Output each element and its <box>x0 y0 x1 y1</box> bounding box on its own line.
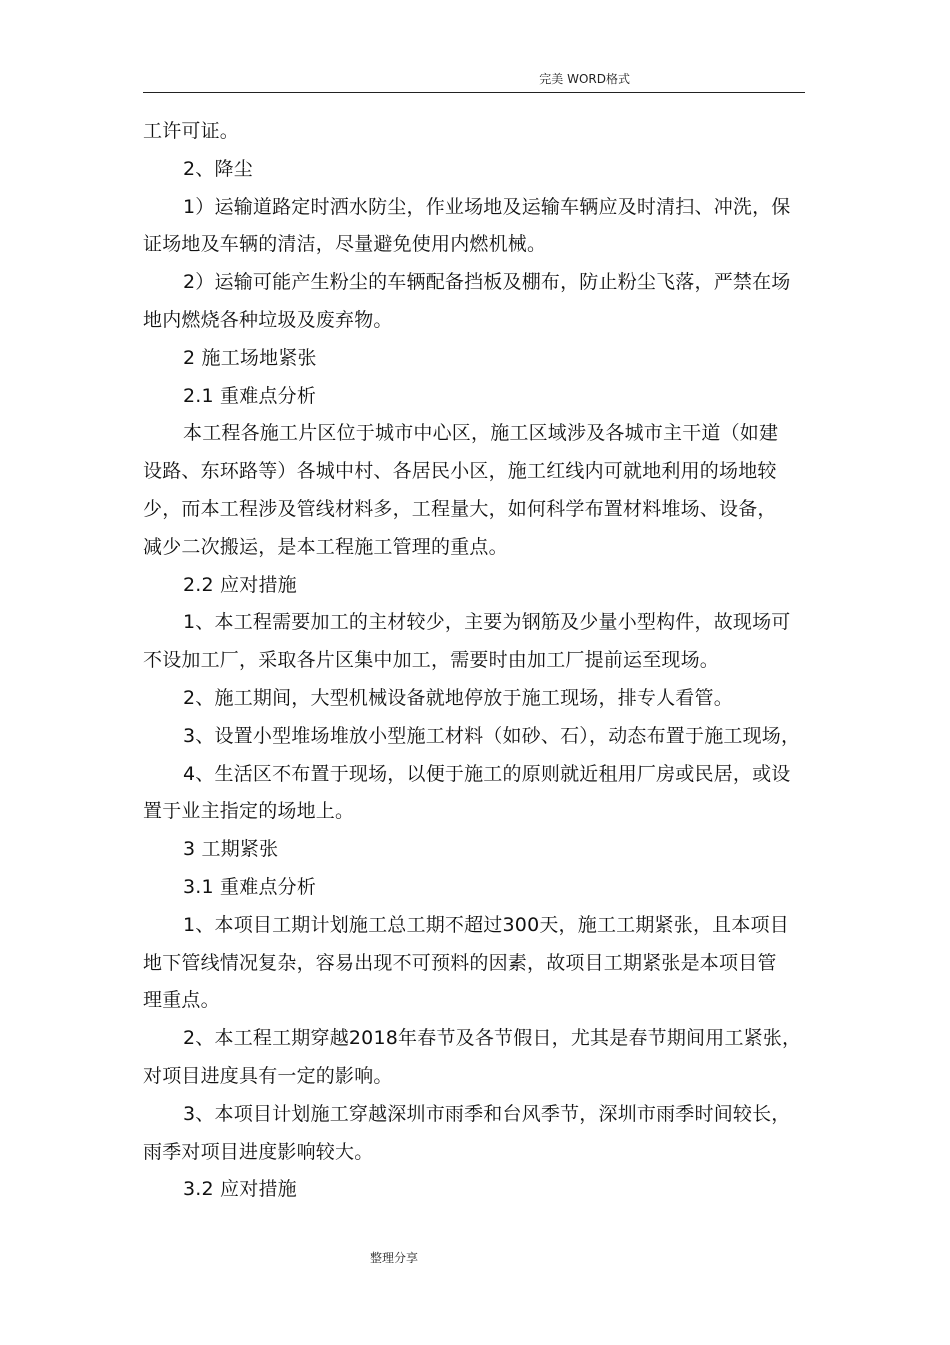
text-line: 3、本项目计划施工穿越深圳市雨季和台风季节，深圳市雨季时间较长， <box>183 1102 791 1125</box>
text-line: 1、本项目工期计划施工总工期不超过300天，施工工期紧张，且本项目 <box>183 913 789 936</box>
text-line: 2、降尘 <box>183 157 253 180</box>
text-line: 1）运输道路定时洒水防尘，作业场地及运输车辆应及时清扫、冲洗，保 <box>183 195 791 218</box>
text-line: 3、设置小型堆场堆放小型施工材料（如砂、石），动态布置于施工现场， <box>183 724 801 747</box>
text-line: 2 施工场地紧张 <box>183 346 317 369</box>
text-line: 证场地及车辆的清洁，尽量避免使用内燃机械。 <box>143 233 547 256</box>
text-line: 地下管线情况复杂，容易出现不可预料的因素，故项目工期紧张是本项目管 <box>143 951 777 974</box>
document-body <box>143 113 835 1209</box>
text-line: 2.1 重难点分析 <box>183 384 317 407</box>
text-line: 2、施工期间，大型机械设备就地停放于施工现场，排专人看管。 <box>183 686 733 709</box>
text-line: 本工程各施工片区位于城市中心区，施工区域涉及各城市主干道（如建 <box>183 422 779 445</box>
page-header <box>143 62 805 93</box>
text-line: 减少二次搬运，是本工程施工管理的重点。 <box>143 535 508 558</box>
header-text: 完美 WORD格式 <box>539 72 630 86</box>
text-line: 工许可证。 <box>143 120 240 142</box>
text-line: 对项目进度具有一定的影响。 <box>143 1064 393 1087</box>
text-line: 不设加工厂，采取各片区集中加工，需要时由加工厂提前运至现场。 <box>143 649 720 672</box>
text-line: 2、本工程工期穿越2018年春节及各节假日，尤其是春节期间用工紧张， <box>183 1027 802 1050</box>
page-footer: 整理分享 <box>369 1251 418 1265</box>
text-line: 2.2 应对措施 <box>183 573 297 596</box>
text-line: 少，而本工程涉及管线材料多，工程量大，如何科学布置材料堆场、设备， <box>143 497 777 520</box>
text-line: 理重点。 <box>143 989 220 1012</box>
text-line: 2）运输可能产生粉尘的车辆配备挡板及棚布，防止粉尘飞落，严禁在场 <box>183 271 791 294</box>
text-line: 地内燃烧各种垃圾及废弃物。 <box>143 308 393 331</box>
text-line: 设路、东环路等）各城中村、各居民小区，施工红线内可就地利用的场地较 <box>143 460 777 483</box>
text-line: 3.2 应对措施 <box>183 1178 297 1201</box>
text-line: 雨季对项目进度影响较大。 <box>143 1140 374 1163</box>
text-line: 1、本工程需要加工的主材较少，主要为钢筋及少量小型构件，故现场可 <box>183 611 791 634</box>
text-line: 置于业主指定的场地上。 <box>143 800 355 823</box>
text-line: 3.1 重难点分析 <box>183 875 317 898</box>
text-line: 4、生活区不布置于现场，以便于施工的原则就近租用厂房或民居，或设 <box>183 762 791 785</box>
text-line: 3 工期紧张 <box>183 838 279 861</box>
